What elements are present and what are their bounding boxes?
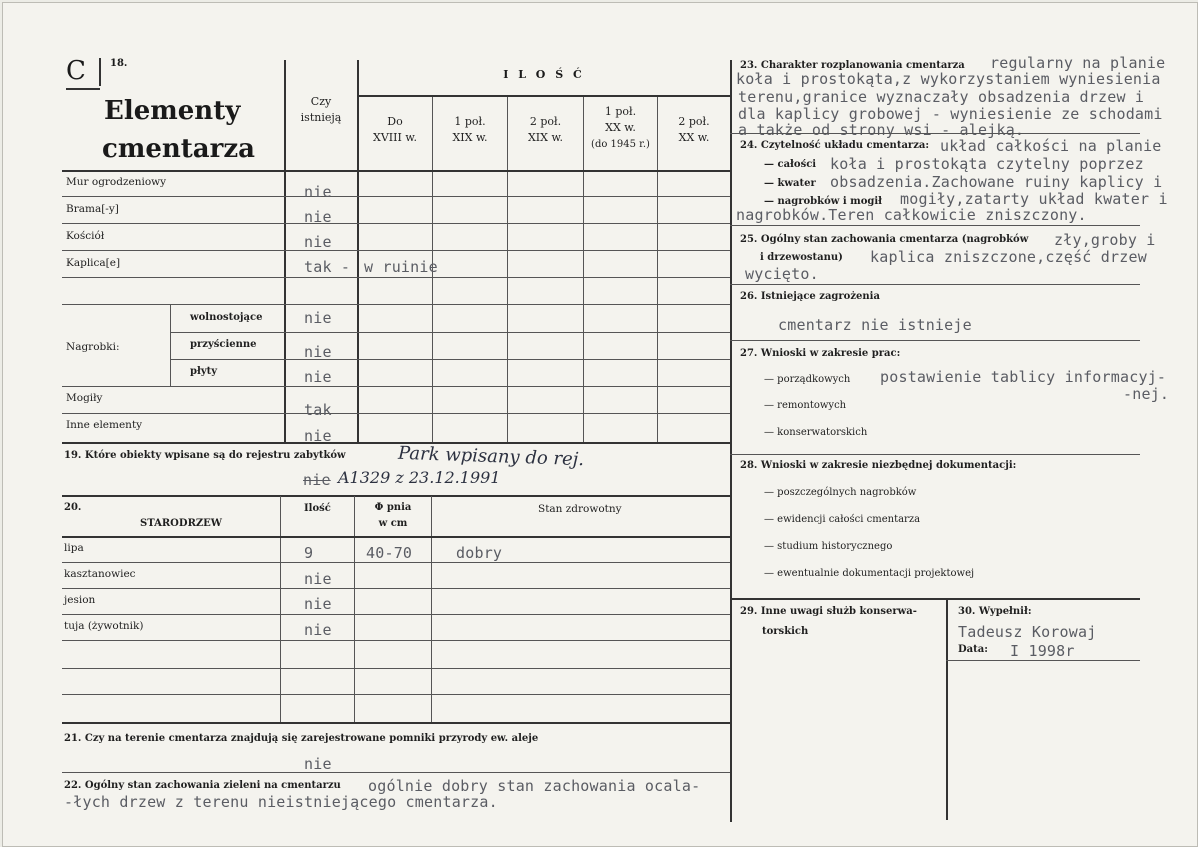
tree-health-lipa: dobry [456,544,503,562]
q30-date: I 1998r [1010,642,1075,660]
q23-line1: regularny na planie [990,54,1166,72]
q25-line1: zły,groby i [1054,231,1156,249]
value-mogily: tak [304,401,332,419]
grid-line [62,668,730,669]
q21-label: 21. Czy na terenie cmentarza znajdują się zarejestrowane pomniki przyrody ew. aleje [64,733,539,744]
grid-line [730,340,1140,341]
q23-line4: dla kaplicy grobowej - wyniesienie ze schodami [738,105,1163,123]
q27-sub-konserwatorskich: — konserwatorskich [764,427,868,438]
tree-qty-tuja: nie [304,621,332,639]
tree-qty-kasztanowiec: nie [304,570,332,588]
grid-line [946,660,1140,661]
grid-line [62,772,730,773]
q24-sub-nagrobkow: — nagrobków i mogił [764,196,883,207]
letter-divider [99,58,101,86]
tree-qty-lipa: 9 [304,544,314,562]
row-label-przyscienne: przyścienne [190,339,257,350]
q26-label: 26. Istniejące zagrożenia [740,291,880,302]
grid-line [62,495,730,497]
col-exists-header: Czy istnieją [300,95,342,124]
grid-line [730,133,1140,134]
value-mur: nie [304,183,332,201]
row-label-brama: Brama[-y] [66,203,119,215]
q29-label-1: 29. Inne uwagi służb konserwa- [740,606,917,617]
grid-line [730,284,1140,285]
grid-line [62,588,730,589]
tree-diam-lipa: 40-70 [366,544,413,562]
q22-line2: -łych drzew z terenu nieistniejącego cmentarza. [64,793,498,811]
q24-line2: koła i prostokąta czytelny poprzez [830,155,1144,173]
q23-line5: a także od strony wsi - alejką. [738,121,1025,139]
row-label-plyty: płyty [190,366,218,377]
q22-label: 22. Ogólny stan zachowania zieleni na cmentarzu [64,780,341,791]
grid-line [62,694,730,695]
section-title-line2: cmentarza [102,134,255,164]
tree-qty-jesion: nie [304,595,332,613]
letter-underline [66,88,100,90]
q30-date-label: Data: [958,644,988,655]
q25-line3: wycięto. [745,265,819,283]
value-kosciol: nie [304,233,332,251]
q30-label: 30. Wypełnił: [958,606,1032,617]
tree-label-jesion: jesion [64,594,96,606]
q23-label: 23. Charakter rozplanowania cmentarza [740,60,965,71]
grid-line [62,196,730,197]
value-kaplica-extra: w ruinie [364,258,438,276]
grid-line [62,536,730,538]
period-header-2: 1 poł. XIX w. [452,115,488,144]
grid-line [507,95,508,442]
grid-line [730,454,1140,455]
grid-line [62,304,730,305]
grid-line [62,386,730,387]
section-title-line1: Elementy [104,96,241,126]
q19-typed: nie [303,471,331,489]
q27-sub-remontowych: — remontowych [764,400,847,411]
grid-line [62,250,730,251]
q19-handwritten-1: Park wpisany do rej. [397,442,585,471]
row-label-kosciol: Kościół [66,230,105,242]
q22-line1: ogólnie dobry stan zachowania ocala- [368,777,701,795]
value-brama: nie [304,208,332,226]
q28-item-4: — ewentualnie dokumentacji projektowej [764,568,975,579]
q27-sub-porzadkowych: — porządkowych [764,374,851,385]
tree-label-kasztanowiec: kasztanowiec [64,568,136,580]
grid-line [62,223,730,224]
q24-line1: układ całkości na planie [940,137,1162,155]
q24-label: 24. Czytelność układu cmentarza: [740,140,930,151]
tree-label-tuja: tuja (żywotnik) [64,620,144,632]
grid-line [62,562,730,563]
row-label-inne: Inne elementy [66,419,143,431]
q26-value: cmentarz nie istnieje [778,316,972,334]
q20-col-qty: Ilość [304,503,331,514]
tree-label-lipa: lipa [64,542,84,554]
q25-label: 25. Ogólny stan zachowania cmentarza (nagrobków [740,234,1029,245]
q24-line4: mogiły,zatarty układ kwater i [900,190,1168,208]
q28-label: 28. Wnioski w zakresie niezbędnej dokumentacji: [740,460,1017,471]
grid-line [170,359,730,360]
grid-line [946,598,948,820]
q20-col-health: Stan zdrowotny [538,503,622,515]
q21-value: nie [304,755,332,773]
q23-line2: koła i prostokąta,z wykorzystaniem wyniesienia [736,70,1161,88]
q24-line3: obsadzenia.Zachowane ruiny kaplicy i [830,173,1163,191]
q20-title: STARODRZEW [140,518,223,529]
q24-sub-kwater: — kwater [764,178,816,189]
ilosc-header: I L O Ś Ć [503,68,585,81]
section-letter: C [66,56,86,86]
period-header-5: 2 poł. XX w. [678,115,710,144]
q19-label: 19. Które obiekty wpisane są do rejestru zabytków [64,450,346,461]
row-label-wolnostojace: wolnostojące [190,312,263,323]
row-label-mogily: Mogiły [66,392,103,404]
row-label-nagrobki: Nagrobki: [66,341,120,353]
grid-line [730,598,1140,600]
section-number: 18. [110,58,128,69]
q20-number: 20. [64,502,82,513]
q25-line2: kaplica zniszczone,część drzew [870,248,1147,266]
grid-line [62,614,730,615]
value-inne: nie [304,427,332,445]
grid-line [62,413,730,414]
q24-sub-calosci: — całości [764,159,817,170]
value-przyscienne: nie [304,343,332,361]
grid-line [280,496,281,722]
q23-line3: terenu,granice wyznaczały obsadzenia drzew i [738,88,1145,106]
q27-line2: -nej. [1123,385,1170,403]
grid-line [170,305,171,387]
q28-item-2: — ewidencji całości cmentarza [764,514,921,525]
grid-line [730,225,1140,226]
period-header-3: 2 poł. XIX w. [527,115,564,144]
q19-handwritten-2: A1329 z 23.12.1991 [338,468,501,487]
q29-label-2: torskich [762,626,809,637]
grid-line [62,722,730,724]
grid-line [431,496,432,722]
q24-line5: nagrobków.Teren całkowicie zniszczony. [736,206,1087,224]
grid-line [358,95,730,97]
value-wolnostojace: nie [304,309,332,327]
value-plyty: nie [304,368,332,386]
value-kaplica: tak - [304,258,351,276]
row-label-kaplica: Kaplica[e] [66,257,121,269]
grid-line [170,332,730,333]
period-header-1: Do XVIII w. [373,115,417,144]
q20-col-diam: Φ pnia w cm [374,502,412,529]
q30-name: Tadeusz Korowaj [958,623,1097,641]
grid-line [62,170,730,172]
grid-line [62,277,730,278]
q28-item-1: — poszczególnych nagrobków [764,487,917,498]
grid-line-main [730,60,732,822]
q28-item-3: — studium historycznego [764,541,893,552]
q25-label2: i drzewostanu) [760,252,843,263]
row-label-mur: Mur ogrodzeniowy [66,176,167,188]
q27-line1: postawienie tablicy informacyj- [880,368,1167,386]
grid-line [354,496,355,722]
grid-line [62,640,730,641]
period-header-4: 1 poł. XX w. (do 1945 r.) [591,105,650,150]
grid-line [62,442,730,444]
grid-line [657,95,658,442]
q27-label: 27. Wnioski w zakresie prac: [740,348,901,359]
